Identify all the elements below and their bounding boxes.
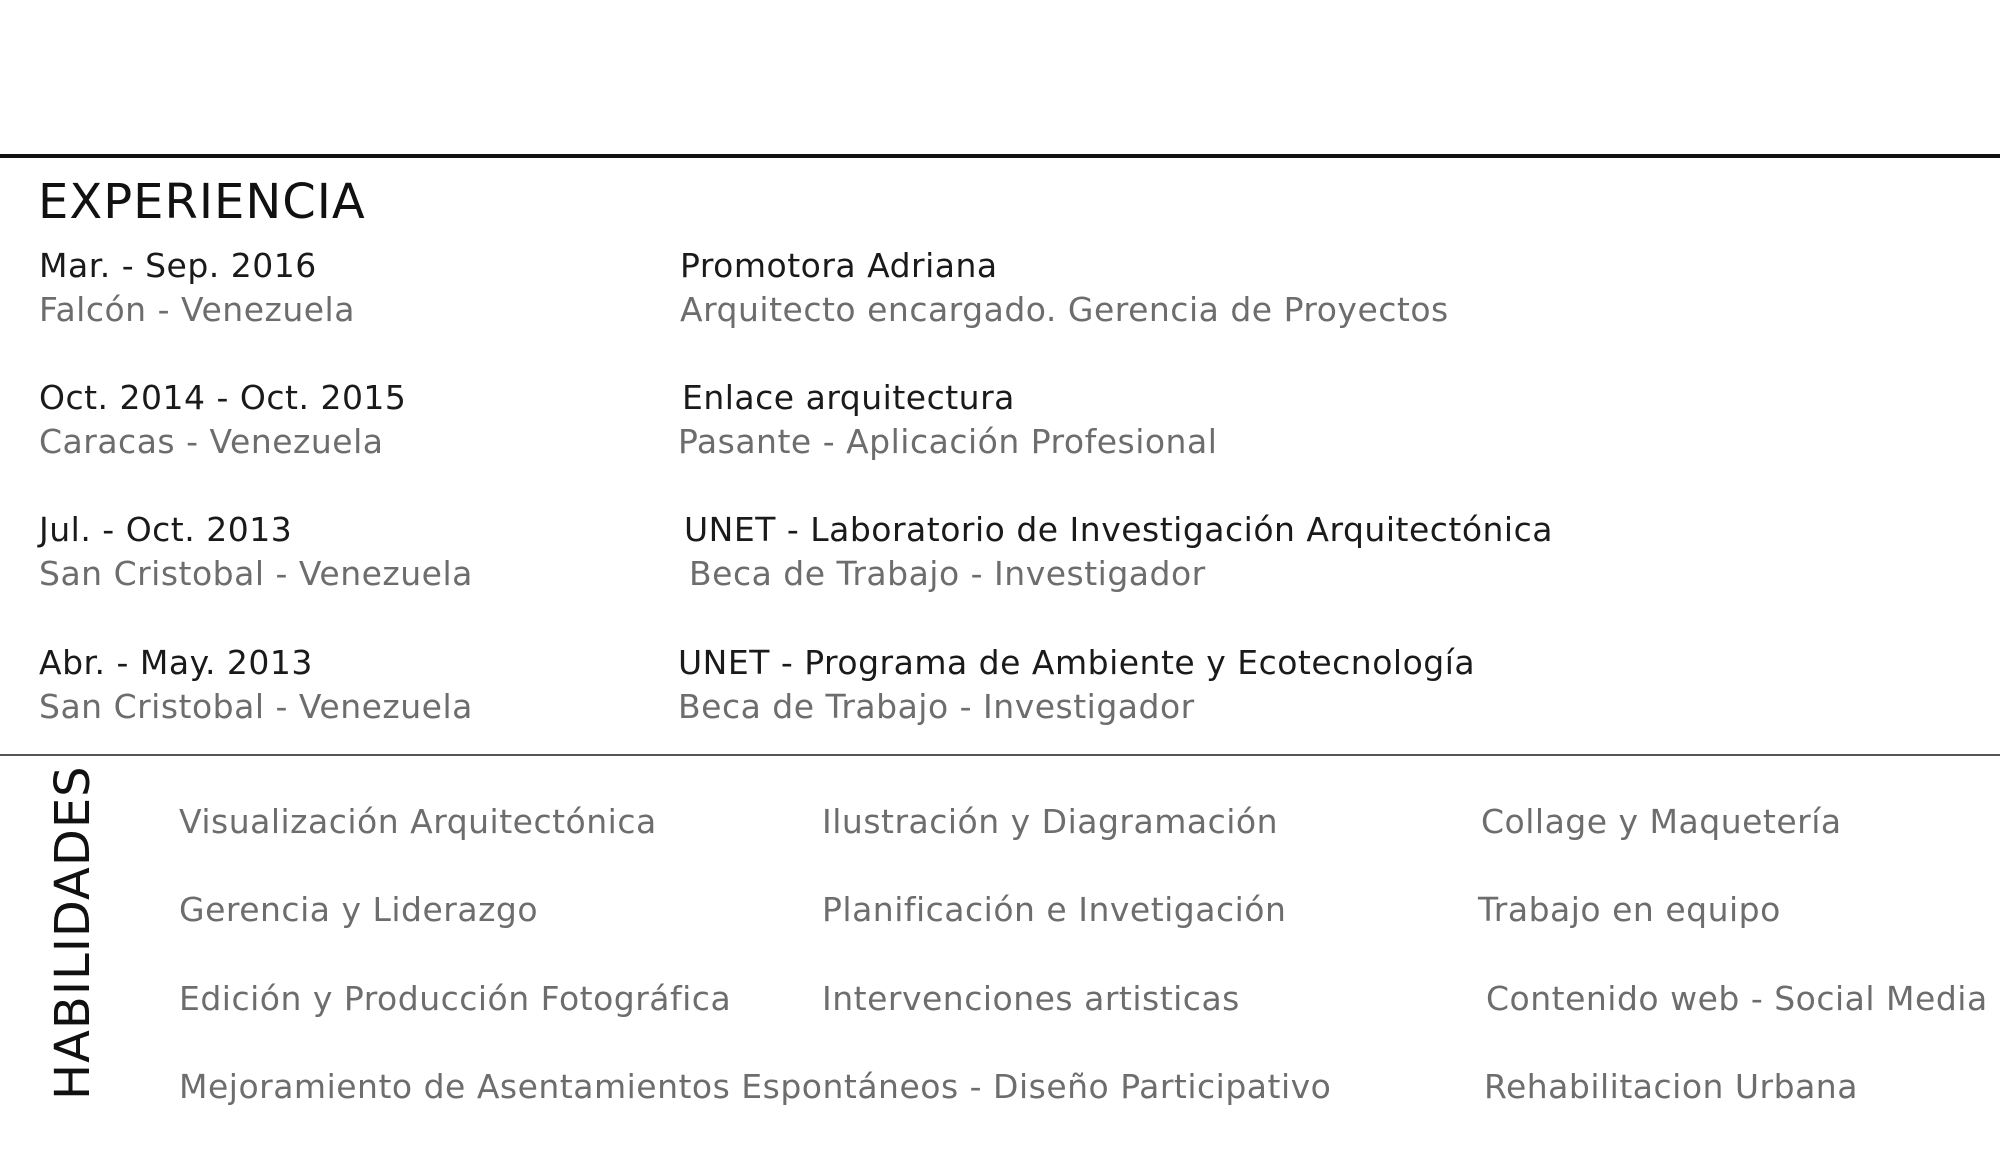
experience-organization: UNET - Programa de Ambiente y Ecotecnología [678,643,1476,682]
experience-role: Arquitecto encargado. Gerencia de Proyectos [680,290,1449,329]
skill-item: Mejoramiento de Asentamientos Espontáneos - Diseño Participativo [179,1067,1332,1106]
top-divider [0,154,2000,158]
skill-item: Rehabilitacion Urbana [1484,1067,1858,1106]
experience-date: Oct. 2014 - Oct. 2015 [39,378,407,417]
experience-role: Beca de Trabajo - Investigador [678,687,1195,726]
experience-date: Jul. - Oct. 2013 [39,510,293,549]
experience-location: Falcón - Venezuela [39,290,355,329]
experience-organization: Promotora Adriana [680,246,998,285]
experience-organization: Enlace arquitectura [682,378,1015,417]
experience-location: San Cristobal - Venezuela [39,554,473,593]
experience-location: Caracas - Venezuela [39,422,384,461]
experience-date: Abr. - May. 2013 [39,643,313,682]
experience-role: Beca de Trabajo - Investigador [689,554,1206,593]
skills-heading: HABILIDADES [45,765,101,1100]
skill-item: Edición y Producción Fotográfica [179,979,732,1018]
experience-organization: UNET - Laboratorio de Investigación Arquitectónica [684,510,1553,549]
experience-location: San Cristobal - Venezuela [39,687,473,726]
skill-item: Ilustración y Diagramación [822,802,1278,841]
experience-entry [0,510,2000,600]
skill-item: Intervenciones artisticas [822,979,1240,1018]
skill-item: Planificación e Invetigación [822,890,1287,929]
experience-entry [0,643,2000,733]
skill-item: Collage y Maquetería [1481,802,1842,841]
section-divider [0,754,2000,756]
experience-heading: EXPERIENCIA [38,174,366,230]
experience-entry [0,246,2000,336]
experience-role: Pasante - Aplicación Profesional [678,422,1218,461]
skill-item: Contenido web - Social Media [1486,979,1988,1018]
skill-item: Gerencia y Liderazgo [179,890,539,929]
skill-item: Visualización Arquitectónica [179,802,657,841]
experience-entry [0,378,2000,468]
skill-item: Trabajo en equipo [1478,890,1781,929]
experience-date: Mar. - Sep. 2016 [39,246,317,285]
